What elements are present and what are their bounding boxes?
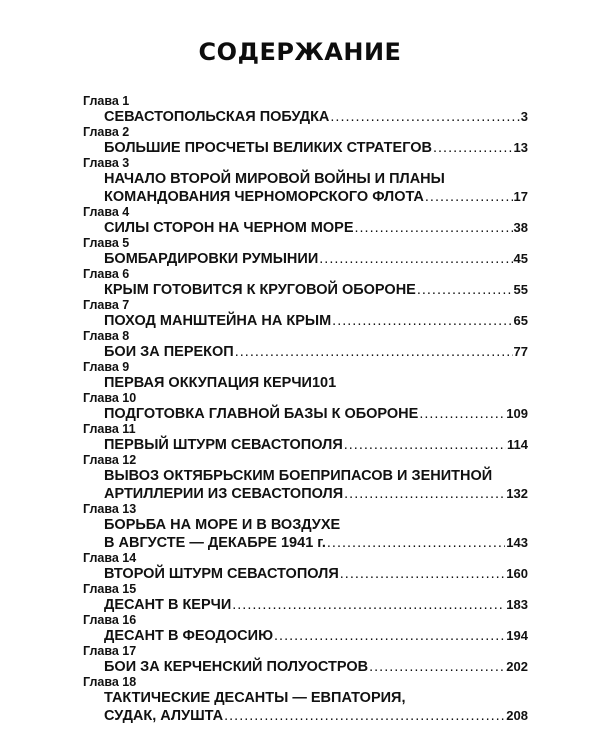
chapter-title-line xyxy=(104,188,528,206)
dot-leader xyxy=(344,436,506,454)
chapter-label: Глава 13 xyxy=(83,502,137,516)
chapter-title-line xyxy=(104,108,528,126)
chapter-title: ПОХОД МАНШТЕЙНА НА КРЫМ xyxy=(104,313,332,329)
chapter-title-line xyxy=(104,516,528,534)
chapter-title-line xyxy=(104,565,528,583)
chapter-title-line xyxy=(104,467,528,485)
toc-entry-chapter-13 xyxy=(83,503,528,552)
chapter-title-line xyxy=(104,405,528,423)
toc-entry-chapter-5 xyxy=(83,237,528,268)
chapter-label: Глава 7 xyxy=(83,298,130,312)
page-number: 45 xyxy=(513,251,528,266)
dot-leader xyxy=(327,534,505,552)
dot-leader xyxy=(235,343,513,361)
chapter-label: Глава 18 xyxy=(83,675,137,689)
dot-leader xyxy=(425,188,513,206)
toc-entry-chapter-3 xyxy=(83,157,528,206)
chapter-title: ТАКТИЧЕСКИЕ ДЕСАНТЫ — ЕВПАТОРИЯ, xyxy=(104,690,406,706)
chapter-title-line xyxy=(104,170,528,188)
chapter-title-line xyxy=(104,596,528,614)
chapter-title-continued: В АВГУСТЕ — ДЕКАБРЕ 1941 г. xyxy=(104,535,326,551)
toc-entry-chapter-6 xyxy=(83,268,528,299)
toc-entry-chapter-4 xyxy=(83,206,528,237)
chapter-label: Глава 2 xyxy=(83,125,130,139)
chapter-title-line xyxy=(104,627,528,645)
dot-leader xyxy=(417,281,513,299)
dot-leader xyxy=(369,658,505,676)
chapter-title-line xyxy=(104,374,528,392)
chapter-title-line xyxy=(104,139,528,157)
chapter-title-line xyxy=(104,485,528,503)
toc-entry-chapter-17 xyxy=(83,645,528,676)
dot-leader xyxy=(232,596,505,614)
dot-leader xyxy=(224,707,505,725)
page-number: 3 xyxy=(520,109,528,124)
page-number: 77 xyxy=(513,344,528,359)
chapter-title: ПОДГОТОВКА ГЛАВНОЙ БАЗЫ К ОБОРОНЕ xyxy=(104,406,419,422)
chapter-label: Глава 6 xyxy=(83,267,130,281)
chapter-title: СИЛЫ СТОРОН НА ЧЕРНОМ МОРЕ xyxy=(104,220,354,236)
chapter-title-line xyxy=(104,534,528,552)
toc-entry-chapter-18 xyxy=(83,676,528,725)
chapter-label: Глава 15 xyxy=(83,582,137,596)
chapter-label: Глава 9 xyxy=(83,360,130,374)
page-number: 55 xyxy=(513,282,528,297)
page-number: 38 xyxy=(513,220,528,235)
chapter-label: Глава 8 xyxy=(83,329,130,343)
toc-entry-chapter-16 xyxy=(83,614,528,645)
chapter-title: СЕВАСТОПОЛЬСКАЯ ПОБУДКА xyxy=(104,109,330,125)
chapter-title: ВЫВОЗ ОКТЯБРЬСКИМ БОЕПРИПАСОВ И ЗЕНИТНОЙ xyxy=(104,468,493,484)
page-number: 109 xyxy=(506,406,528,421)
chapter-label: Глава 17 xyxy=(83,644,137,658)
chapter-title-line xyxy=(104,658,528,676)
chapter-title-line xyxy=(104,250,528,268)
toc-entry-chapter-7 xyxy=(83,299,528,330)
page-number: 13 xyxy=(513,140,528,155)
dot-leader xyxy=(355,219,513,237)
chapter-title-line xyxy=(104,312,528,330)
chapter-label: Глава 10 xyxy=(83,391,137,405)
chapter-title-line xyxy=(104,689,528,707)
table-of-contents xyxy=(83,95,528,725)
page-number: 132 xyxy=(506,486,528,501)
chapter-label: Глава 16 xyxy=(83,613,137,627)
chapter-title-line xyxy=(104,707,528,725)
dot-leader xyxy=(319,250,512,268)
chapter-title: КРЫМ ГОТОВИТСЯ К КРУГОВОЙ ОБОРОНЕ xyxy=(104,282,416,298)
chapter-label: Глава 14 xyxy=(83,551,137,565)
page-number: 160 xyxy=(506,566,528,581)
chapter-title: ВТОРОЙ ШТУРМ СЕВАСТОПОЛЯ xyxy=(104,566,339,582)
toc-entry-chapter-14 xyxy=(83,552,528,583)
chapter-title-continued: КОМАНДОВАНИЯ ЧЕРНОМОРСКОГО ФЛОТА xyxy=(104,189,424,205)
page-number: 183 xyxy=(506,597,528,612)
chapter-label: Глава 1 xyxy=(83,94,130,108)
chapter-title-continued: АРТИЛЛЕРИИ ИЗ СЕВАСТОПОЛЯ xyxy=(104,486,344,502)
toc-entry-chapter-15 xyxy=(83,583,528,614)
chapter-title: БОЛЬШИЕ ПРОСЧЕТЫ ВЕЛИКИХ СТРАТЕГОВ xyxy=(104,140,432,156)
chapter-title: ДЕСАНТ В КЕРЧИ xyxy=(104,597,232,613)
toc-entry-chapter-12 xyxy=(83,454,528,503)
chapter-title: НАЧАЛО ВТОРОЙ МИРОВОЙ ВОЙНЫ И ПЛАНЫ xyxy=(104,171,445,187)
toc-entry-chapter-8 xyxy=(83,330,528,361)
dot-leader xyxy=(433,139,513,157)
page-number: 143 xyxy=(506,535,528,550)
toc-entry-chapter-10 xyxy=(83,392,528,423)
chapter-label: Глава 11 xyxy=(83,422,136,436)
page-number: 114 xyxy=(507,437,528,452)
chapter-title-line xyxy=(104,343,528,361)
page-number: 208 xyxy=(506,708,528,723)
page-number: 194 xyxy=(506,628,528,643)
dot-leader xyxy=(330,108,519,126)
chapter-label: Глава 12 xyxy=(83,453,137,467)
chapter-title-line xyxy=(104,281,528,299)
dot-leader xyxy=(340,565,506,583)
dot-leader xyxy=(344,485,505,503)
dot-leader xyxy=(332,312,512,330)
dot-leader xyxy=(274,627,505,645)
chapter-title: БОРЬБА НА МОРЕ И В ВОЗДУХЕ xyxy=(104,517,341,533)
page-title: СОДЕРЖАНИЕ xyxy=(198,38,402,66)
chapter-title: ДЕСАНТ В ФЕОДОСИЮ xyxy=(104,628,274,644)
chapter-title: ПЕРВЫЙ ШТУРМ СЕВАСТОПОЛЯ xyxy=(104,437,343,453)
chapter-title: БОИ ЗА ПЕРЕКОП xyxy=(104,344,234,360)
chapter-title: ПЕРВАЯ ОККУПАЦИЯ КЕРЧИ101 xyxy=(104,375,337,391)
chapter-title-line xyxy=(104,436,528,454)
page-number: 17 xyxy=(513,189,528,204)
chapter-label: Глава 3 xyxy=(83,156,130,170)
chapter-title-line xyxy=(104,219,528,237)
chapter-title: БОМБАРДИРОВКИ РУМЫНИИ xyxy=(104,251,319,267)
toc-entry-chapter-9 xyxy=(83,361,528,392)
toc-entry-chapter-11 xyxy=(83,423,528,454)
chapter-label: Глава 5 xyxy=(83,236,130,250)
chapter-title-continued: СУДАК, АЛУШТА xyxy=(104,708,224,724)
page-number: 65 xyxy=(513,313,528,328)
page-number: 202 xyxy=(506,659,528,674)
chapter-title: БОИ ЗА КЕРЧЕНСКИЙ ПОЛУОСТРОВ xyxy=(104,659,369,675)
toc-entry-chapter-2 xyxy=(83,126,528,157)
toc-entry-chapter-1 xyxy=(83,95,528,126)
dot-leader xyxy=(419,405,505,423)
chapter-label: Глава 4 xyxy=(83,205,130,219)
